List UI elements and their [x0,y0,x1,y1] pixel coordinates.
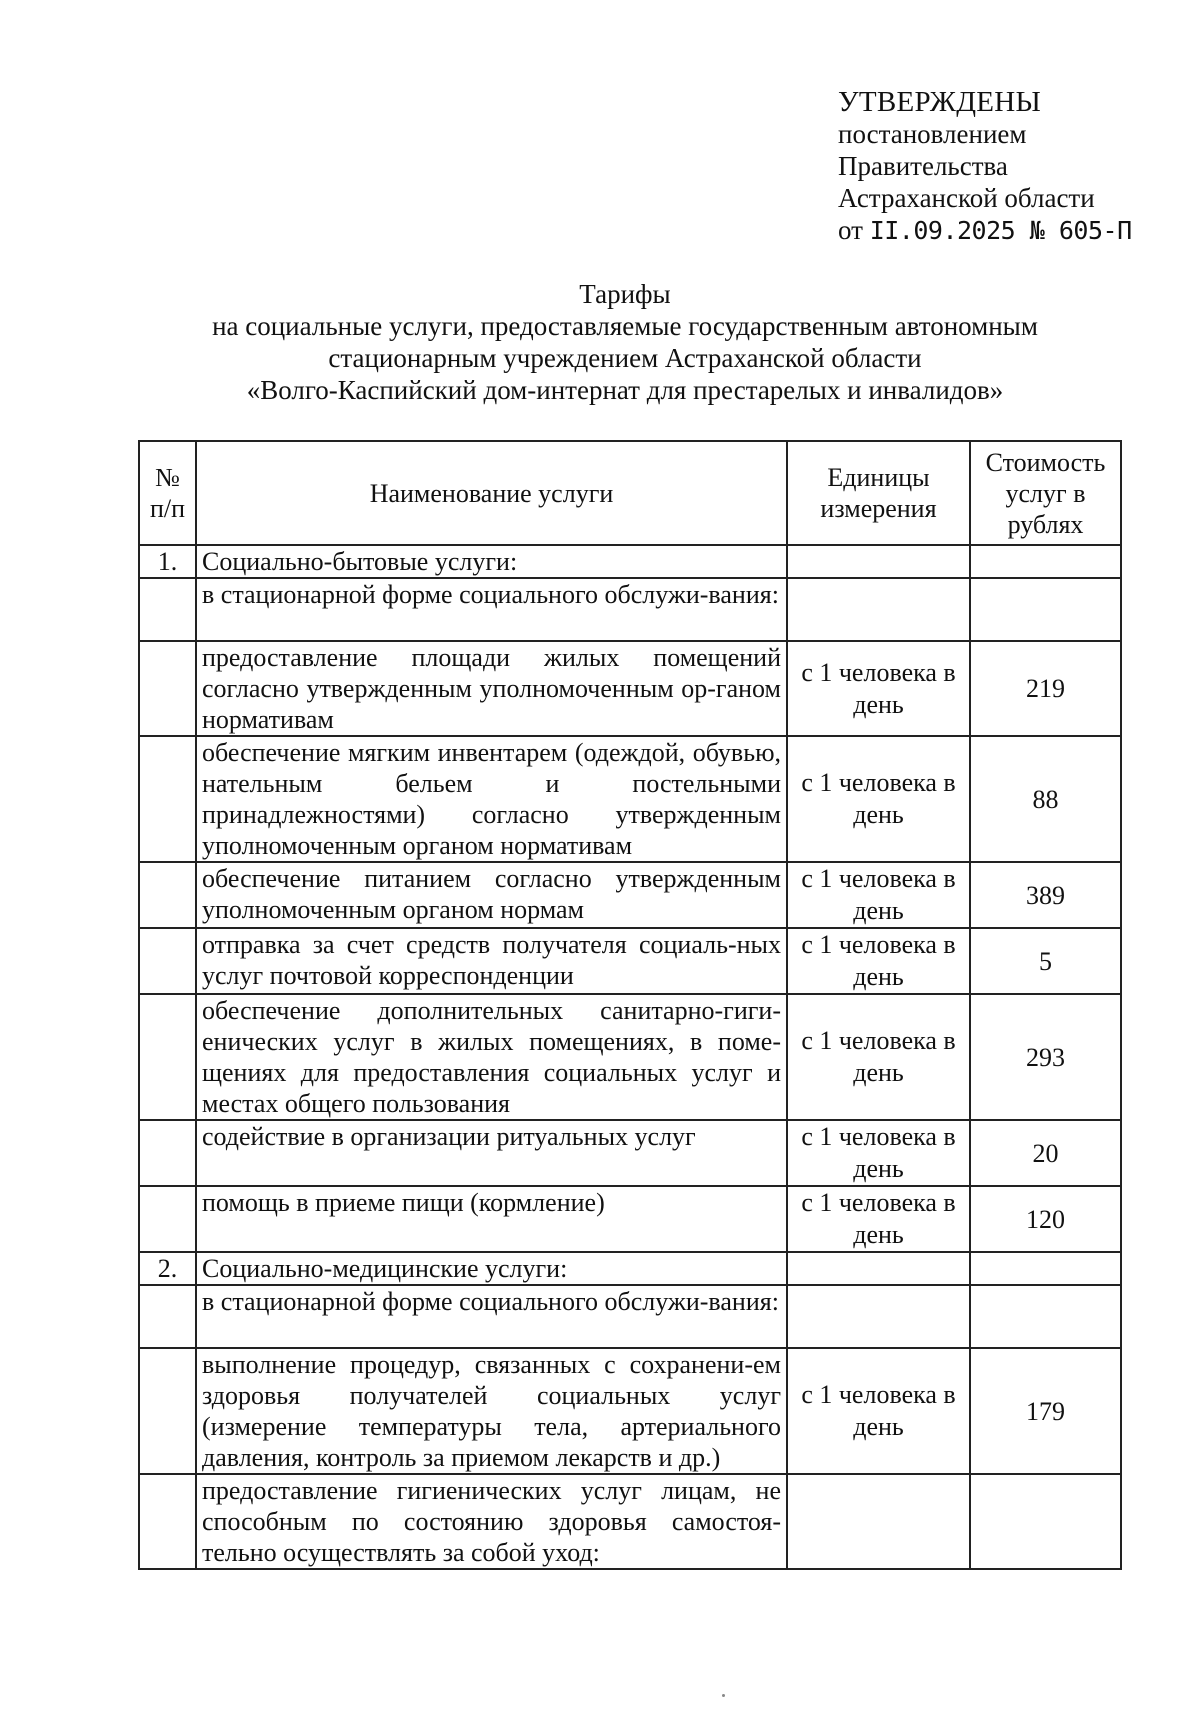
row-number: 1. [139,545,196,578]
table-row [139,862,1121,928]
row-number [139,928,196,994]
service-name: содействие в организации ритуальных услуг [196,1120,787,1186]
table-row [139,1252,1121,1285]
tariffs-table [138,440,1122,1570]
service-cost [970,1285,1121,1348]
row-number [139,736,196,862]
table-row [139,1348,1121,1474]
title-line-4: «Волго-Каспийский дом-интернат для престарелых и инвалидов» [246,375,1004,405]
service-name: в стационарной форме социального обслужи-вания: [196,578,787,641]
service-name: обеспечение мягким инвентарем (одеждой, обувью, нательным бельем и постельными принадлежностями) согласно утвержденным уполномоченным органом нормативам [196,736,787,862]
row-number [139,1348,196,1474]
table-row [139,641,1121,736]
unit-of-measure: с 1 человека в день [787,641,970,736]
service-name: предоставление площади жилых помещений согласно утвержденным уполномоченным ор-ганом нормативам [196,641,787,736]
document-title [130,278,1120,406]
unit-of-measure: с 1 человека в день [787,1186,970,1252]
approval-heading: УТВЕРЖДЕНЫ [838,86,1042,118]
unit-of-measure: с 1 человека в день [787,1348,970,1474]
title-line-2: на социальные услуги, предоставляемые государственным автономным [212,311,1038,341]
service-cost: 219 [970,641,1121,736]
table-header-row [139,441,1121,545]
approval-date-stamp: II.09.2025 № 605-П [869,216,1132,245]
service-cost: 5 [970,928,1121,994]
table-row [139,1474,1121,1569]
service-cost [970,545,1121,578]
table-row [139,578,1121,641]
unit-of-measure [787,1252,970,1285]
row-number [139,1186,196,1252]
approval-date-prefix: от [838,215,863,245]
scan-dot [722,1694,725,1697]
service-cost [970,578,1121,641]
service-name: в стационарной форме социального обслужи-вания: [196,1285,787,1348]
service-cost [970,1252,1121,1285]
table-row [139,545,1121,578]
service-cost: 293 [970,994,1121,1120]
approval-line-1: постановлением [838,119,1027,149]
row-number [139,578,196,641]
unit-of-measure: с 1 человека в день [787,736,970,862]
row-number [139,994,196,1120]
approval-line-3: Астраханской области [838,183,1095,213]
unit-of-measure [787,1285,970,1348]
header-unit: Единицы измерения [787,441,970,545]
header-name: Наименование услуги [196,441,787,545]
table-row [139,928,1121,994]
approval-block [838,86,1132,247]
title-line-1: Тарифы [579,279,671,309]
service-cost: 120 [970,1186,1121,1252]
service-cost [970,1474,1121,1569]
service-cost: 389 [970,862,1121,928]
approval-line-2: Правительства [838,151,1008,181]
service-name: выполнение процедур, связанных с сохранени-ем здоровья получателей социальных услуг (измерение температуры тела, артериального давления, контроль за приемом лекарств и др.) [196,1348,787,1474]
unit-of-measure [787,578,970,641]
header-cost: Стоимость услуг в рублях [970,441,1121,545]
unit-of-measure: с 1 человека в день [787,862,970,928]
header-num: № п/п [139,441,196,545]
unit-of-measure: с 1 человека в день [787,1120,970,1186]
service-name: обеспечение дополнительных санитарно-гиги-енических услуг в жилых помещениях, в поме-щениях для предоставления социальных услуг и местах общего пользования [196,994,787,1120]
row-number [139,641,196,736]
row-number [139,1285,196,1348]
service-cost: 179 [970,1348,1121,1474]
service-name: Социально-медицинские услуги: [196,1252,787,1285]
unit-of-measure: с 1 человека в день [787,928,970,994]
service-name: отправка за счет средств получателя социаль-ных услуг почтовой корреспонденции [196,928,787,994]
unit-of-measure [787,1474,970,1569]
row-number [139,862,196,928]
service-name: предоставление гигиенических услуг лицам, не способным по состоянию здоровья самостоя-тельно осуществлять за собой уход: [196,1474,787,1569]
table-row [139,1186,1121,1252]
approval-date-line [838,214,1132,247]
unit-of-measure: с 1 человека в день [787,994,970,1120]
table-row [139,994,1121,1120]
service-name: обеспечение питанием согласно утвержденным уполномоченным органом нормам [196,862,787,928]
row-number [139,1120,196,1186]
title-line-3: стационарным учреждением Астраханской области [328,343,922,373]
service-cost: 20 [970,1120,1121,1186]
row-number [139,1474,196,1569]
service-cost: 88 [970,736,1121,862]
service-name: помощь в приеме пищи (кормление) [196,1186,787,1252]
table-body [139,545,1121,1569]
table-row [139,1120,1121,1186]
table-row [139,736,1121,862]
unit-of-measure [787,545,970,578]
table-row [139,1285,1121,1348]
row-number: 2. [139,1252,196,1285]
service-name: Социально-бытовые услуги: [196,545,787,578]
